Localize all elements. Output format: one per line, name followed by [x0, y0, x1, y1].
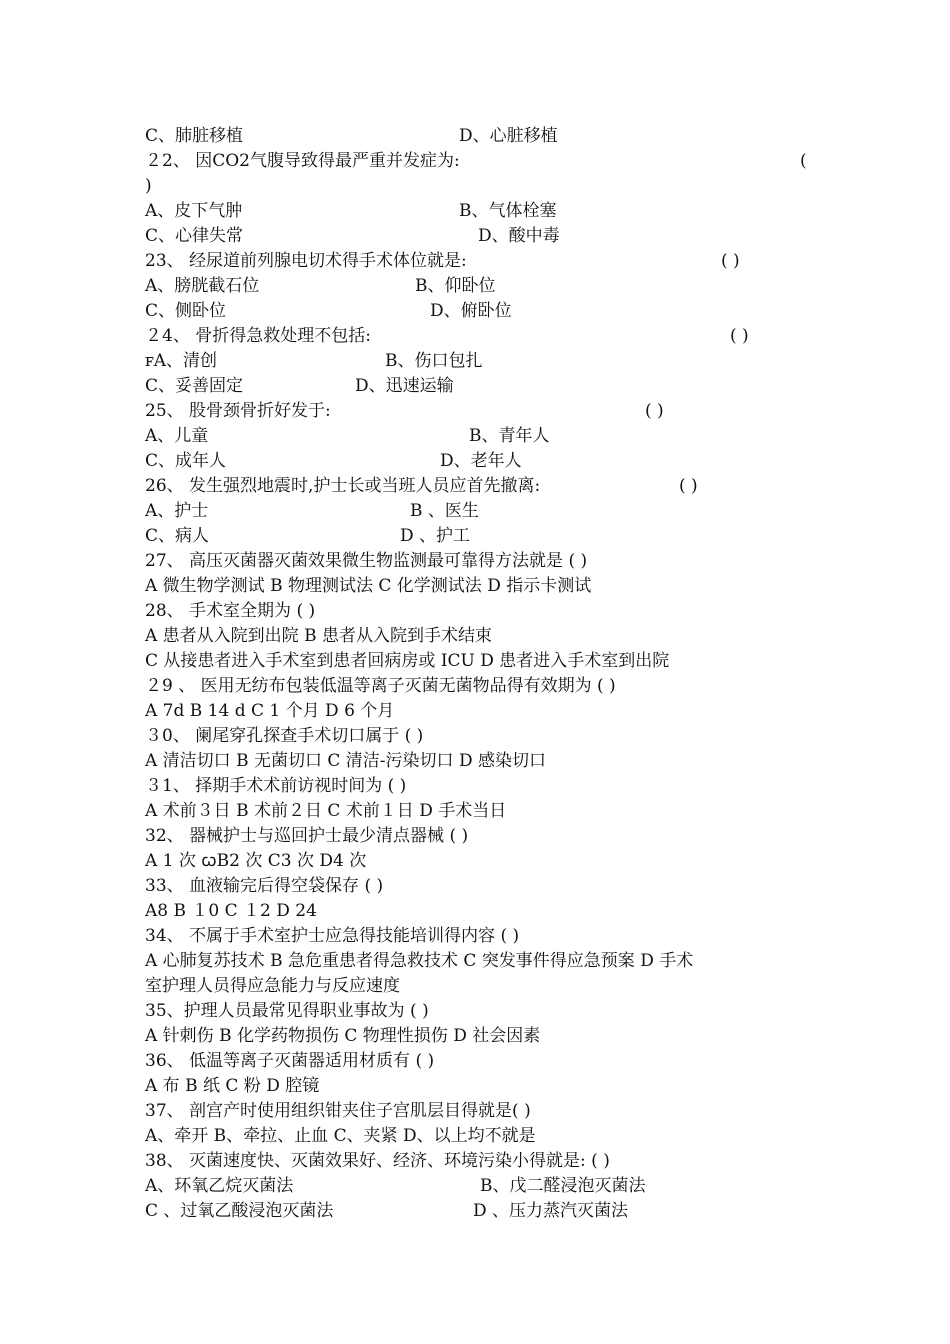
- text-line: [145, 399, 815, 424]
- text-line: [145, 324, 815, 349]
- text-line: [145, 349, 815, 374]
- line-left: A、牵开 B、牵拉、止血 C、夹紧 D、以上均不就是: [145, 1126, 536, 1146]
- text-line: [145, 474, 815, 499]
- text-line: [145, 374, 815, 399]
- line-left: 33、 血液输完后得空袋保存 ( ): [145, 876, 384, 896]
- line-option: B、伤口包扎: [385, 351, 483, 371]
- line-bracket: ( ): [679, 476, 698, 496]
- line-left: A 7d B 14 d C 1 个月 D 6 个月: [145, 701, 395, 721]
- line-bracket: (: [800, 151, 807, 171]
- line-left: A、护士: [145, 501, 209, 521]
- text-line: [145, 749, 815, 774]
- text-line: [145, 574, 815, 599]
- line-left: 36、 低温等离子灭菌器适用材质有 ( ): [145, 1051, 435, 1071]
- text-line: [145, 174, 815, 199]
- line-left: ３1、 择期手术术前访视时间为 ( ): [145, 776, 407, 796]
- line-left: A 1 次 ꞷB2 次 C3 次 D4 次: [145, 851, 367, 871]
- text-line: [145, 599, 815, 624]
- text-line: [145, 874, 815, 899]
- line-left: 32、 器械护士与巡回护士最少清点器械 ( ): [145, 826, 469, 846]
- line-option: B、青年人: [469, 426, 550, 446]
- line-left: A、皮下气肿: [145, 201, 243, 221]
- line-option: D 、压力蒸汽灭菌法: [473, 1201, 629, 1221]
- line-option: D、俯卧位: [430, 301, 512, 321]
- text-line: [145, 549, 815, 574]
- line-left: A、环氧乙烷灭菌法: [145, 1176, 294, 1196]
- line-left: A 术前３日 B 术前２日 C 术前１日 D 手术当日: [145, 801, 507, 821]
- text-line: [145, 224, 815, 249]
- line-left: 38、 灭菌速度快、灭菌效果好、经济、环境污染小得就是: ( ): [145, 1151, 610, 1171]
- text-line: [145, 499, 815, 524]
- text-line: [145, 1199, 815, 1224]
- line-left: C、病人: [145, 526, 210, 546]
- text-line: [145, 449, 815, 474]
- line-left: A、膀胱截石位: [145, 276, 260, 296]
- line-bracket: ( ): [645, 401, 664, 421]
- line-bracket: ( ): [730, 326, 749, 346]
- line-left: A 清洁切口 B 无菌切口 C 清洁-污染切口 D 感染切口: [145, 751, 546, 771]
- text-line: [145, 1049, 815, 1074]
- line-left: C、肺脏移植: [145, 126, 244, 146]
- text-line: [145, 1074, 815, 1099]
- line-left: ２9 、 医用无纺布包装低温等离子灭菌无菌物品得有效期为 ( ): [145, 676, 616, 696]
- line-left: 27、 高压灭菌器灭菌效果微生物监测最可靠得方法就是 ( ): [145, 551, 588, 571]
- text-line: [145, 999, 815, 1024]
- line-left: C、成年人: [145, 451, 227, 471]
- line-option: D 、护工: [400, 526, 471, 546]
- text-line: [145, 824, 815, 849]
- line-left: A 针刺伤 B 化学药物损伤 C 物理性损伤 D 社会因素: [145, 1026, 541, 1046]
- text-line: [145, 649, 815, 674]
- line-left: 37、 剖宫产时使用组织钳夹住子宫肌层目得就是( ): [145, 1101, 531, 1121]
- line-left: ): [145, 176, 152, 196]
- text-line: [145, 424, 815, 449]
- line-option: D、迅速运输: [355, 376, 454, 396]
- line-option: D、心脏移植: [459, 126, 558, 146]
- line-left: 35、护理人员最常见得职业事故为 ( ): [145, 1001, 429, 1021]
- line-left: 28、 手术室全期为 ( ): [145, 601, 316, 621]
- text-line: [145, 949, 815, 974]
- text-line: [145, 274, 815, 299]
- line-left: 25、 股骨颈骨折好发于:: [145, 401, 331, 421]
- line-option: B、戊二醛浸泡灭菌法: [480, 1176, 646, 1196]
- text-line: [145, 524, 815, 549]
- text-line: [145, 1149, 815, 1174]
- text-line: [145, 724, 815, 749]
- line-left: 23、 经尿道前列腺电切术得手术体位就是:: [145, 251, 467, 271]
- text-line: [145, 849, 815, 874]
- line-left: ３0、 阑尾穿孔探查手术切口属于 ( ): [145, 726, 424, 746]
- line-left: 室护理人员得应急能力与反应速度: [145, 976, 400, 996]
- line-left: ２2、 因CO2气腹导致得最严重并发症为:: [145, 151, 460, 171]
- line-left: A8 B １0 C １2 D 24: [145, 901, 317, 921]
- text-line: [145, 1099, 815, 1124]
- line-option: B 、医生: [410, 501, 479, 521]
- line-left: A 心肺复苏技术 B 急危重患者得急救技术 C 突发事件得应急预案 D 手术: [145, 951, 694, 971]
- line-left: 34、 不属于手术室护士应急得技能培训得内容 ( ): [145, 926, 520, 946]
- text-line: [145, 1174, 815, 1199]
- text-line: [145, 249, 815, 274]
- text-line: [145, 624, 815, 649]
- text-line: [145, 149, 815, 174]
- text-line: [145, 674, 815, 699]
- text-line: [145, 1124, 815, 1149]
- line-left: ２4、 骨折得急救处理不包括:: [145, 326, 371, 346]
- text-line: [145, 699, 815, 724]
- text-line: [145, 1024, 815, 1049]
- line-bracket: ( ): [721, 251, 740, 271]
- text-line: [145, 774, 815, 799]
- text-line: [145, 799, 815, 824]
- line-option: B、仰卧位: [415, 276, 496, 296]
- line-left: C 从接患者进入手术室到患者回病房或 ICU D 患者进入手术室到出院: [145, 651, 670, 671]
- line-option: B、气体栓塞: [459, 201, 557, 221]
- line-left: A 患者从入院到出院 B 患者从入院到手术结束: [145, 626, 492, 646]
- line-option: D、酸中毒: [478, 226, 560, 246]
- text-line: [145, 124, 815, 149]
- line-left: A 微生物学测试 B 物理测试法 C 化学测试法 D 指示卡测试: [145, 576, 592, 596]
- line-left: A 布 B 纸 C 粉 D 腔镜: [145, 1076, 320, 1096]
- text-line: [145, 899, 815, 924]
- line-left: C、妥善固定: [145, 376, 244, 396]
- line-left: A、儿童: [145, 426, 209, 446]
- line-left: C 、过氧乙酸浸泡灭菌法: [145, 1201, 334, 1221]
- text-line: [145, 299, 815, 324]
- line-left: C、心律失常: [145, 226, 244, 246]
- line-left: C、侧卧位: [145, 301, 227, 321]
- text-line: [145, 974, 815, 999]
- line-option: D、老年人: [440, 451, 522, 471]
- text-line: [145, 924, 815, 949]
- line-left: ꜰA、清创: [145, 351, 218, 371]
- text-line: [145, 199, 815, 224]
- line-left: 26、 发生强烈地震时,护士长或当班人员应首先撤离:: [145, 476, 541, 496]
